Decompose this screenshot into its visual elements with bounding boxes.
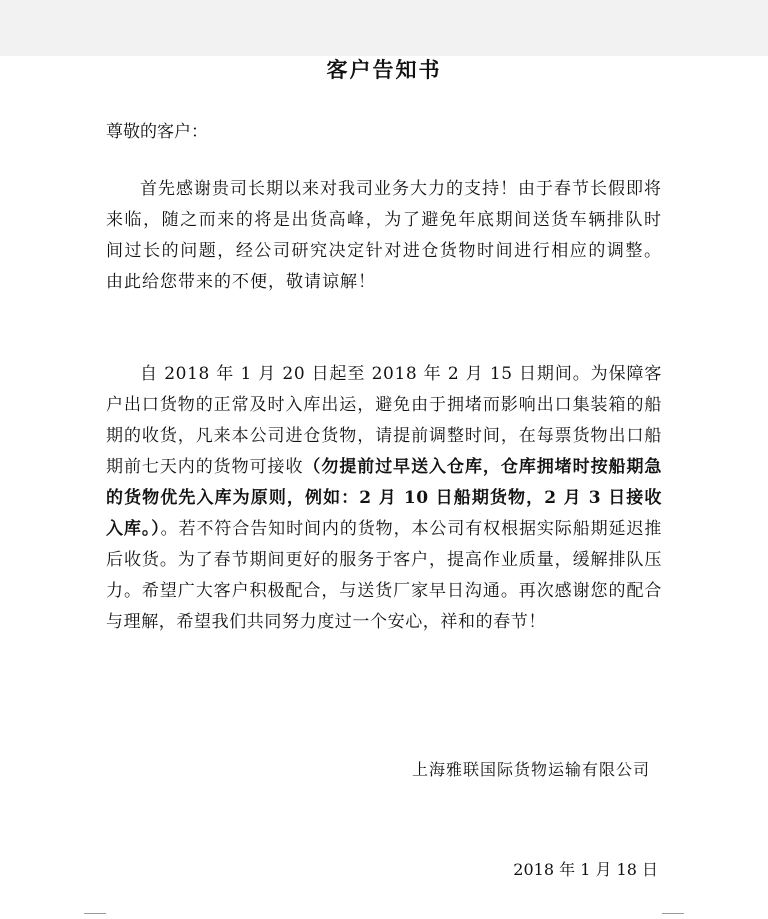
company-signature: 上海雅联国际货物运输有限公司 [411,760,650,779]
paragraph-schedule-text-2: 。若不符合告知时间内的货物，本公司有权根据实际船期延迟推后收货。为了春节期间更好的服务于客户，提高作业质量，缓解排队压力。希望广大客户积极配合，与送货厂家早日沟通。再次感谢您的配合与理解，希望我们共同努力度过一个安心，祥和的春节！ [106,519,662,632]
paragraph-thanks: 首先感谢贵司长期以来对我司业务大力的支持！由于春节长假即将来临，随之而来的将是出货高峰，为了避免年底期间送货车辆排队时间过长的问题，经公司研究决定针对进仓货物时间进行相应的调整。由此给您带来的不便，敬请谅解！ [106,179,662,292]
page-corner-mark-right [662,913,684,914]
salutation: 尊敬的客户： [106,122,208,142]
paragraph-schedule [106,359,662,638]
paragraph-schedule-text-1: 自 2018 年 1 月 20 日起至 2018 年 2 月 15 日期间。为保障客户出口货物的正常及时入库出运，避免由于拥堵而影响出口集装箱的船期的收货，凡来本公司进仓货物，请提前调整时间，在每票货物出口船期前七天内的货物可接收 [106,364,662,477]
page-corner-mark-left [84,913,106,914]
paragraph-schedule-bold-note: （勿提前过早送入仓库，仓库拥堵时按船期急的货物优先入库为原则，例如：2 月 10 日船期货物，2 月 3 日接收入库。） [106,457,663,539]
document-date: 2018 年 1 月 18 日 [513,860,658,879]
document-title: 客户告知书 [326,57,442,82]
